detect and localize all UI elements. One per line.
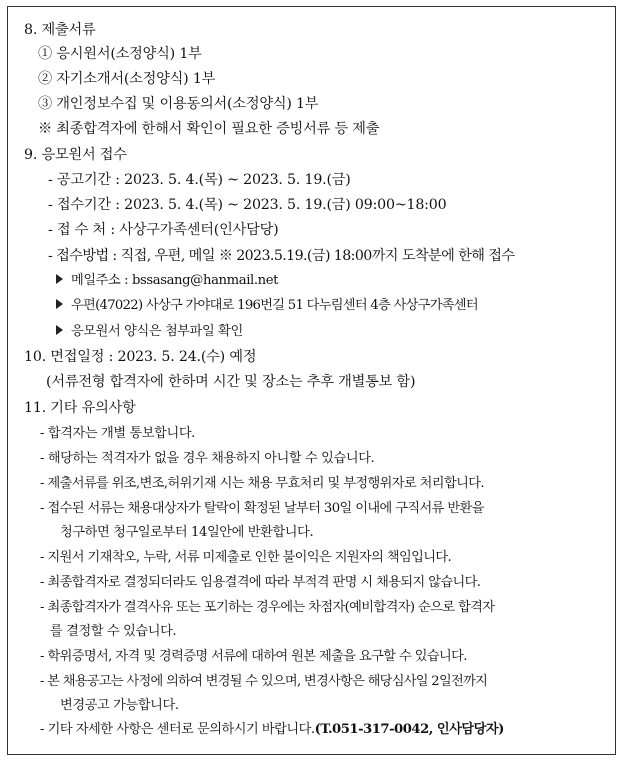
notice-item-7: - 최종합격자가 결격사유 또는 포기하는 경우에는 차점자(예비합격자) 순으로 합격자 (40, 600, 495, 615)
bullet-icon (56, 299, 63, 309)
notice-item-9-cont: 변경공고 가능합니다. (60, 698, 179, 713)
notice-item-9: - 본 채용공고는 사정에 의하여 변경될 수 있으며, 변경사항은 해당심사일 2일전까지 (40, 674, 488, 689)
email-line (56, 271, 278, 291)
notice-item-1: - 합격자는 개별 통보합니다. (40, 426, 195, 441)
notice-period: - 공고기간 : 2023. 5. 4.(목) ~ 2023. 5. 19.(금) (48, 172, 351, 188)
contact-text: - 기타 자세한 사항은 센터로 문의하시기 바랍니다. (40, 722, 315, 737)
doc-item-application: ① 응시원서(소정양식) 1부 (38, 46, 202, 62)
notice-item-7-cont: 를 결정할 수 있습니다. (50, 624, 177, 639)
section-8-heading: 8. 제출서류 (24, 22, 96, 38)
notice-item-4: - 접수된 서류는 채용대상자가 탈락이 확정된 날부터 30일 이내에 구직서류 반환을 (40, 501, 484, 516)
notice-item-3: - 제출서류를 위조,변조,허위기재 시는 채용 무효처리 및 부정행위자로 처리합니다. (40, 476, 484, 491)
receipt-method: - 접수방법 : 직접, 우편, 메일 ※ 2023.5.19.(금) 18:00까지 도착분에 한해 접수 (48, 248, 515, 264)
receipt-period: - 접수기간 : 2023. 5. 4.(목) ~ 2023. 5. 19.(금) 09:00~18:00 (48, 197, 447, 213)
post-text: 우편(47022) 사상구 가야대로 196번길 51 다누림센터 4층 사상구가족센터 (71, 298, 478, 313)
bullet-icon (56, 274, 63, 284)
notice-item-6: - 최종합격자로 결정되더라도 임용결격에 따라 부적격 판명 시 채용되지 않습니다. (40, 575, 481, 590)
doc-item-self-intro: ② 자기소개서(소정양식) 1부 (38, 71, 216, 87)
form-line (56, 322, 243, 342)
section-9-heading: 9. 응모원서 접수 (24, 147, 127, 163)
interview-note: (서류전형 합격자에 한하며 시간 및 장소는 추후 개별통보 함) (46, 374, 416, 390)
form-text: 응모원서 양식은 첨부파일 확인 (71, 324, 243, 339)
notice-item-5: - 지원서 기재착오, 누락, 서류 미제출로 인한 불이익은 지원자의 책임입니다. (40, 550, 452, 565)
email-text: 메일주소 : bssasang@hanmail.net (71, 273, 279, 288)
post-line (56, 296, 478, 316)
contact-phone: (T.051-317-0042, 인사담당자) (314, 722, 504, 737)
section-10-heading: 10. 면접일정 : 2023. 5. 24.(수) 예정 (24, 349, 257, 365)
section-11-heading: 11. 기타 유의사항 (24, 400, 136, 416)
bullet-icon (56, 325, 63, 335)
doc-note: ※ 최종합격자에 한해서 확인이 필요한 증빙서류 등 제출 (38, 121, 380, 137)
notice-item-4-cont: 청구하면 청구일로부터 14일안에 반환합니다. (60, 525, 314, 540)
notice-item-10 (40, 720, 504, 740)
doc-item-privacy-consent: ③ 개인정보수집 및 이용동의서(소정양식) 1부 (38, 96, 319, 112)
receipt-place: - 접 수 처 : 사상구가족센터(인사담당) (48, 222, 279, 238)
notice-item-8: - 학위증명서, 자격 및 경력증명 서류에 대하여 원본 제출을 요구할 수 있습니다. (40, 649, 467, 664)
notice-item-2: - 해당하는 적격자가 없을 경우 채용하지 아니할 수 있습니다. (40, 451, 375, 466)
